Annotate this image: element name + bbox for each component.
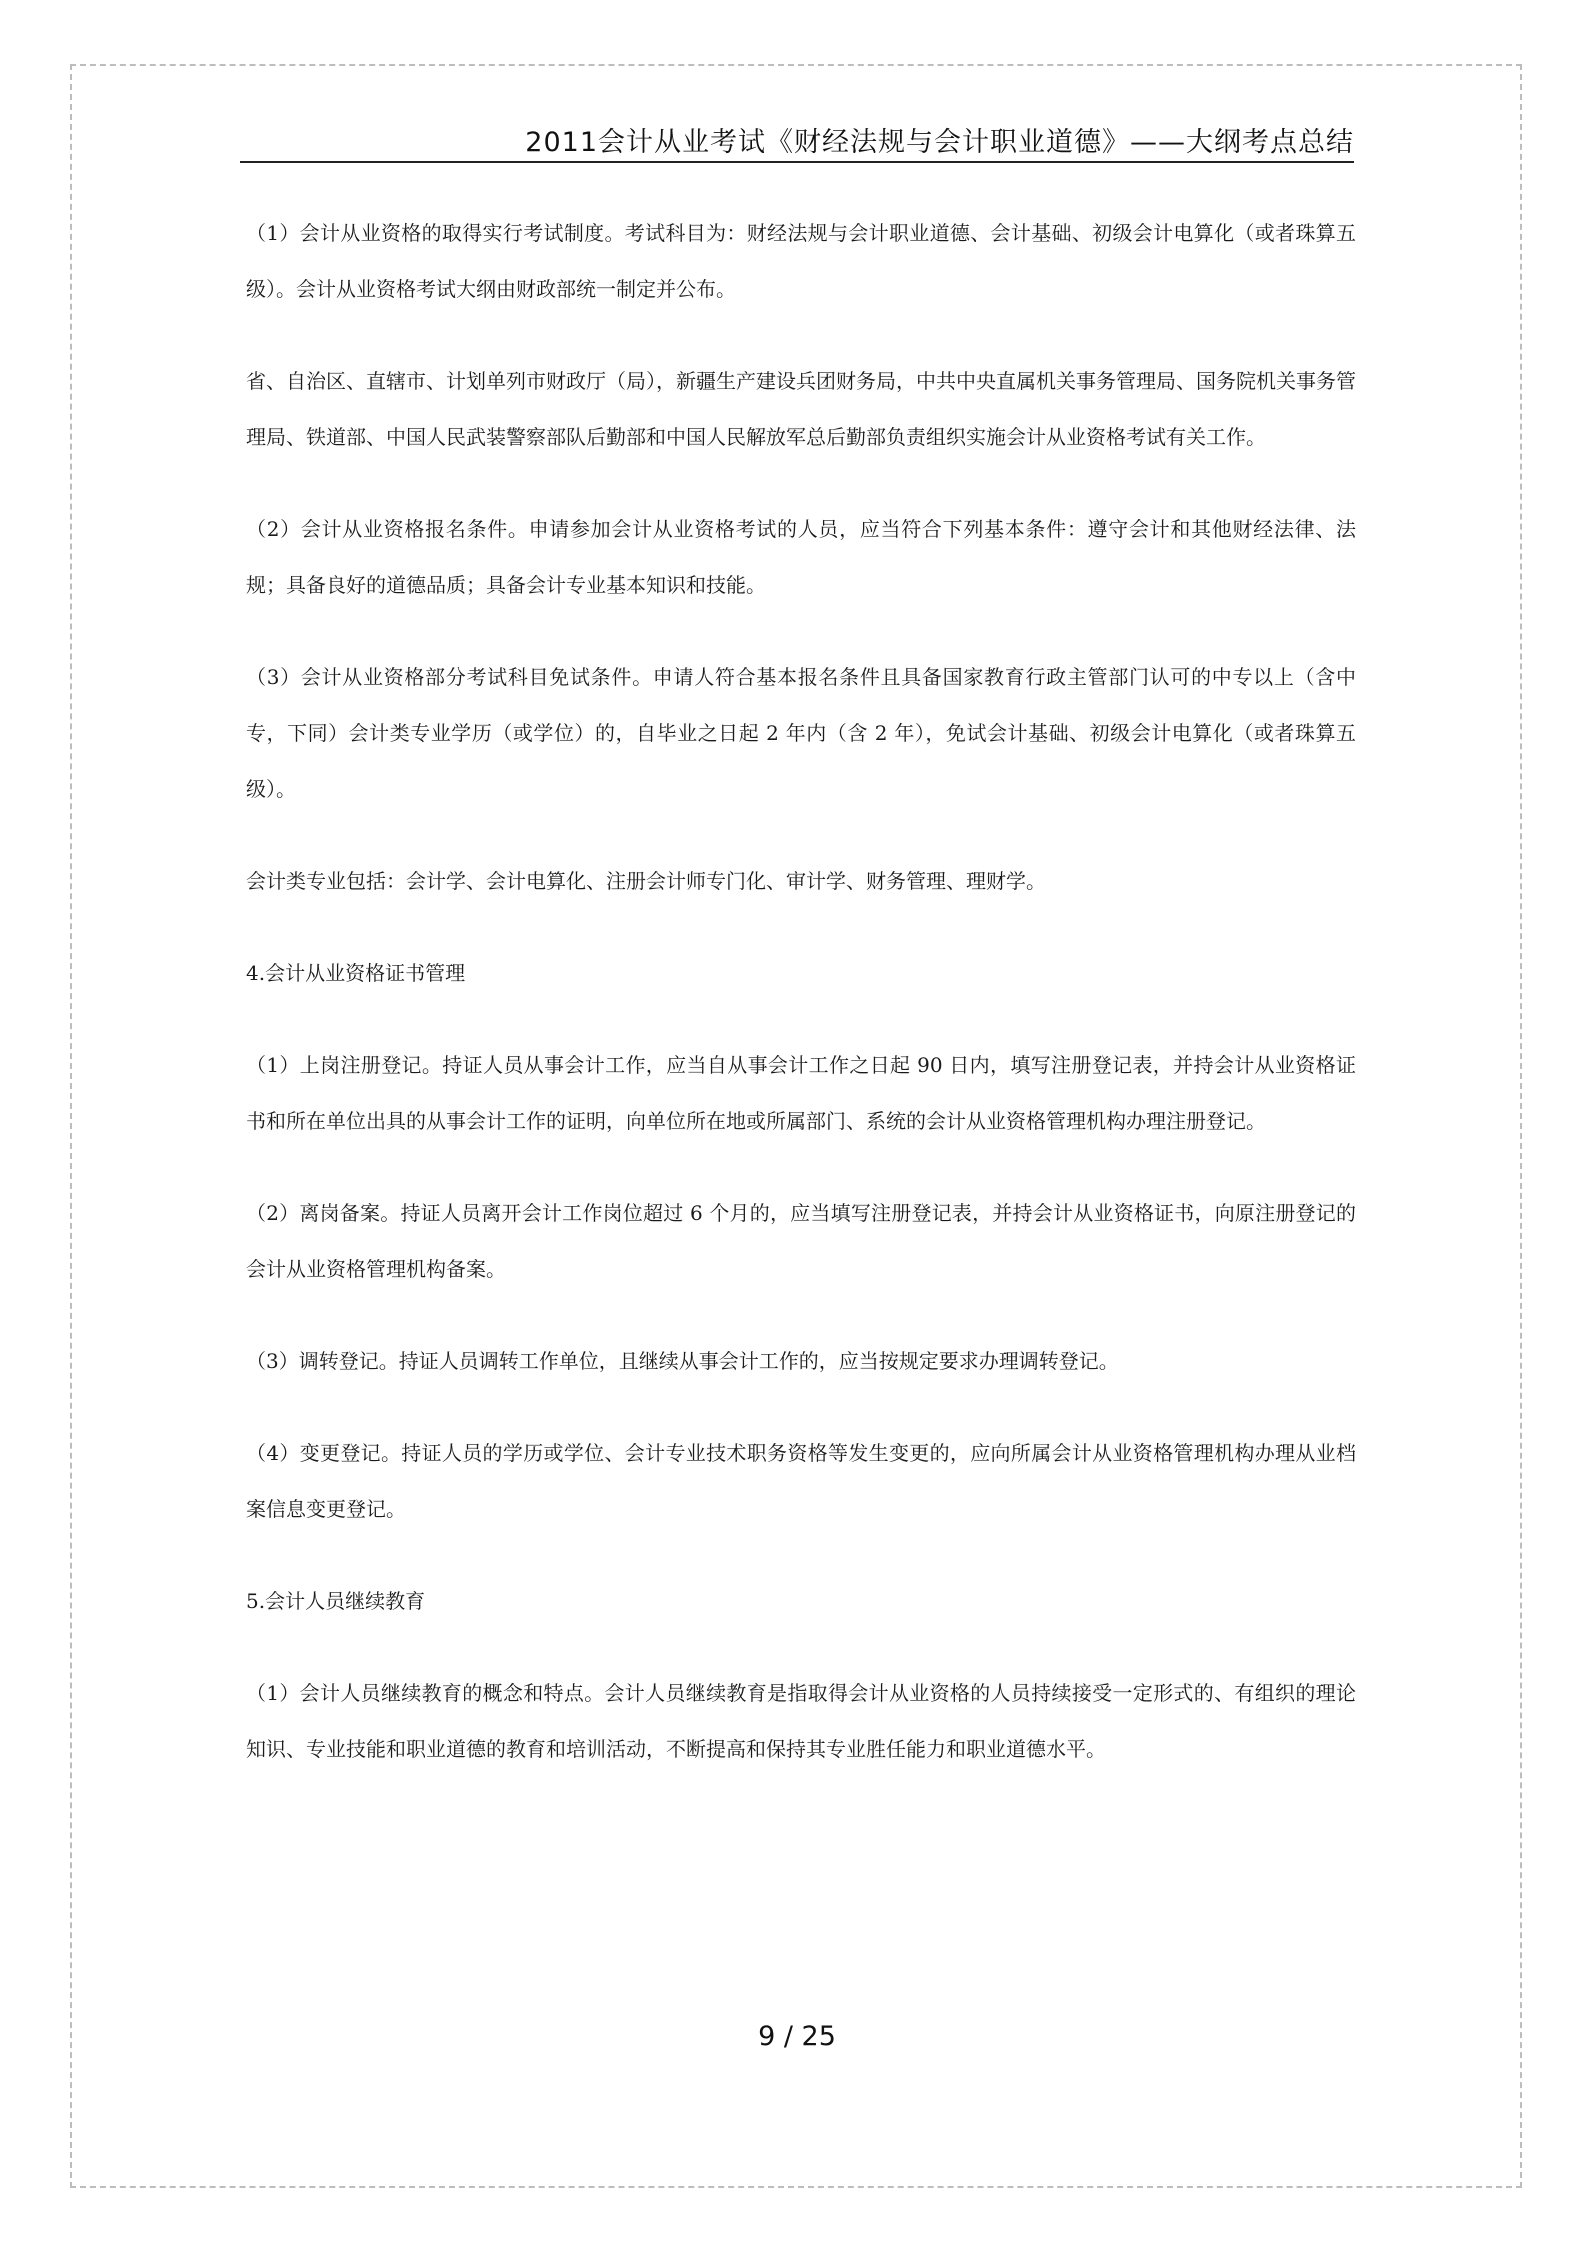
paragraph: （2）离岗备案。持证人员离开会计工作岗位超过 6 个月的，应当填写注册登记表，并持会计从业资格证书，向原注册登记的会计从业资格管理机构备案。 xyxy=(246,1201,1356,1281)
paragraph: （1）会计从业资格的取得实行考试制度。考试科目为：财经法规与会计职业道德、会计基础、初级会计电算化（或者珠算五级）。会计从业资格考试大纲由财政部统一制定并公布。 xyxy=(246,221,1356,301)
paragraph: 会计类专业包括：会计学、会计电算化、注册会计师专门化、审计学、财务管理、理财学。 xyxy=(246,869,1046,893)
section-heading: 5.会计人员继续教育 xyxy=(246,1589,426,1613)
page-header-title: 2011会计从业考试《财经法规与会计职业道德》——大纲考点总结 xyxy=(525,127,1354,158)
paragraph: （4）变更登记。持证人员的学历或学位、会计专业技术职务资格等发生变更的，应向所属会计从业资格管理机构办理从业档案信息变更登记。 xyxy=(246,1441,1356,1521)
paragraph: （3）会计从业资格部分考试科目免试条件。申请人符合基本报名条件且具备国家教育行政主管部门认可的中专以上（含中专，下同）会计类专业学历（或学位）的，自毕业之日起 2 年内（含 2 年），免试会计基础、初级会计电算化（或者珠算五级）。 xyxy=(246,665,1356,801)
paragraph: （2）会计从业资格报名条件。申请参加会计从业资格考试的人员，应当符合下列基本条件：遵守会计和其他财经法律、法规；具备良好的道德品质；具备会计专业基本知识和技能。 xyxy=(246,517,1356,597)
document-body xyxy=(246,205,1356,1777)
header-divider xyxy=(240,161,1354,163)
paragraph: （3）调转登记。持证人员调转工作单位，且继续从事会计工作的，应当按规定要求办理调转登记。 xyxy=(246,1349,1119,1373)
page-number: 9 / 25 xyxy=(758,2021,836,2052)
paragraph: 省、自治区、直辖市、计划单列市财政厅（局），新疆生产建设兵团财务局，中共中央直属机关事务管理局、国务院机关事务管理局、铁道部、中国人民武装警察部队后勤部和中国人民解放军总后勤部负责组织实施会计从业资格考试有关工作。 xyxy=(246,369,1356,449)
paragraph: （1）会计人员继续教育的概念和特点。会计人员继续教育是指取得会计从业资格的人员持续接受一定形式的、有组织的理论知识、专业技能和职业道德的教育和培训活动，不断提高和保持其专业胜任能力和职业道德水平。 xyxy=(246,1681,1356,1761)
section-heading: 4.会计从业资格证书管理 xyxy=(246,961,466,985)
paragraph: （1）上岗注册登记。持证人员从事会计工作，应当自从事会计工作之日起 90 日内，填写注册登记表，并持会计从业资格证书和所在单位出具的从事会计工作的证明，向单位所在地或所属部门、系统的会计从业资格管理机构办理注册登记。 xyxy=(246,1053,1356,1133)
